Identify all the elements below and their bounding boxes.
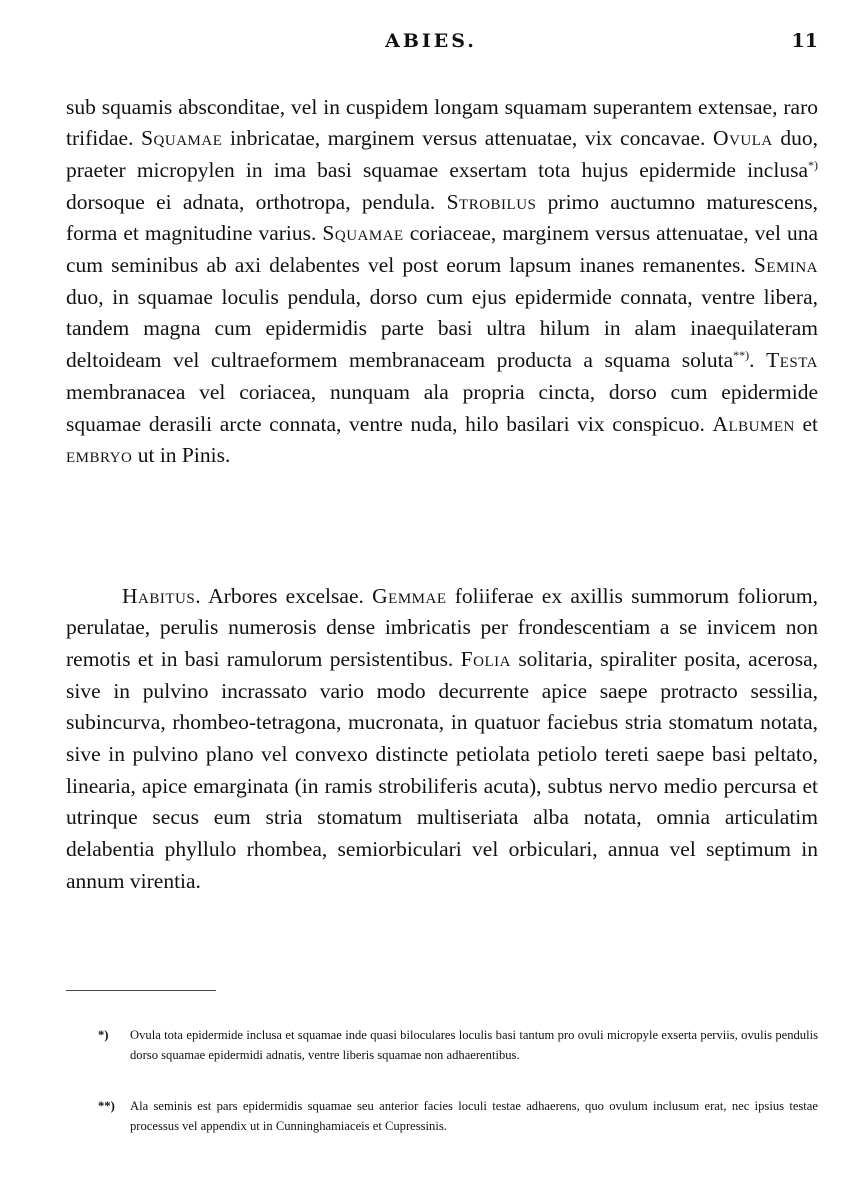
- footnote-mark: *): [98, 1028, 109, 1042]
- paragraph-description: [66, 92, 818, 472]
- running-title: ABIES.: [385, 30, 477, 52]
- term-embryo: embryo: [66, 443, 133, 468]
- text-run: ut in Pinis.: [132, 443, 231, 468]
- text-run: inbricatae, marginem versus attenuatae, vix concavae.: [222, 126, 714, 151]
- term-ovula: Ovula: [713, 126, 773, 151]
- term-squamae: Squamae: [141, 126, 223, 151]
- footnote-text: Ovula tota epidermide inclusa et squamae inde quasi biloculares loculis basi tantum pro ovuli micropyle exserta perviis, ovulis pendulis dorso squamae epidermidi adnatis, ventre liberis squamae non adhaerentibus.: [130, 1028, 818, 1062]
- text-run: sub squamis absconditae, vel in cuspidem longam squamam superantem extensae, raro trifidae.: [66, 94, 818, 151]
- term-folia: Folia: [460, 646, 511, 671]
- footnote-text: Ala seminis est pars epidermidis squamae seu anterior facies loculi testae adhaerens, quo ovulum inclusum erat, nec ipsius testae processus vel appendix ut in Cunninghamiaceis et Cupressinis.: [130, 1099, 818, 1133]
- term-squamae: Squamae: [322, 221, 404, 246]
- term-strobilus: Strobilus: [446, 189, 537, 214]
- footnote-ref-2[interactable]: **): [733, 347, 750, 362]
- text-run: Arbores excelsae.: [201, 583, 373, 608]
- term-habitus: Habitus.: [122, 583, 202, 608]
- footnote-mark: **): [98, 1099, 115, 1113]
- footnote-ref-1[interactable]: *): [808, 157, 818, 172]
- term-albumen: Albumen: [712, 411, 795, 436]
- text-run: et: [794, 411, 818, 436]
- text-run: duo, praeter micropylen in ima basi squamae exsertam tota hujus epidermide inclusa: [66, 126, 818, 182]
- text-run: membranacea vel coriacea, nunquam ala propria cincta, dorso cum epidermide squamae derasili arcte connata, ventre nuda, hilo basilari vix conspicuo.: [66, 379, 818, 436]
- term-semina: Semina: [753, 253, 818, 278]
- term-gemmae: Gemmae: [372, 583, 447, 608]
- text-run: coriaceae, marginem versus attenuatae, vel una cum seminibus ab axi delabentes vel post eorum lapsum inanes remanentes.: [66, 221, 819, 278]
- text-run: duo, in squamae loculis pendula, dorso cum ejus epidermide connata, ventre libera, tandem magna cum epidermidis parte basi ultra hilum in alam inaequilateram deltoideam vel cultraeformem membranaceam producta a squama soluta: [66, 284, 818, 373]
- footnote-2: [98, 1097, 818, 1136]
- text-run: .: [749, 348, 767, 373]
- text-run: foliiferae ex axillis summorum foliorum, perulatae, perulis numerosis dense imbricatis per frondescentiam a se invicem non remotis et in basi ramulorum persistentibus.: [66, 583, 818, 671]
- footnote-divider: [66, 990, 216, 991]
- footnote-1: [98, 1026, 818, 1065]
- text-run: solitaria, spiraliter posita, acerosa, sive in pulvino incrassato vario modo decurrente apice saepe protracto sessilia, subincurva, rhombeo-tetragona, mucronata, in quatuor faciebus stria stomatum notata, sive in pulvino plano vel convexo distincte petiolata petiolo tereti saepe basi peltato, linearia, apice emarginata (in ramis strobiliferis acuta), subtus nervo medio percursa et utrinque secus eum stria stomatum multiseriata alba notata, omnia articulatim delabentia phyllulo rhombea, semiorbiculari vel orbiculari, annua vel septimum in annum virentia.: [66, 646, 818, 893]
- paragraph-habitus: [66, 581, 818, 898]
- text-run: primo auctumno maturescens, forma et magnitudine varius.: [66, 189, 818, 246]
- text-run: dorsoque ei adnata, orthotropa, pendula.: [66, 189, 447, 214]
- term-testa: Testa: [766, 348, 818, 373]
- page-number: 11: [791, 30, 818, 52]
